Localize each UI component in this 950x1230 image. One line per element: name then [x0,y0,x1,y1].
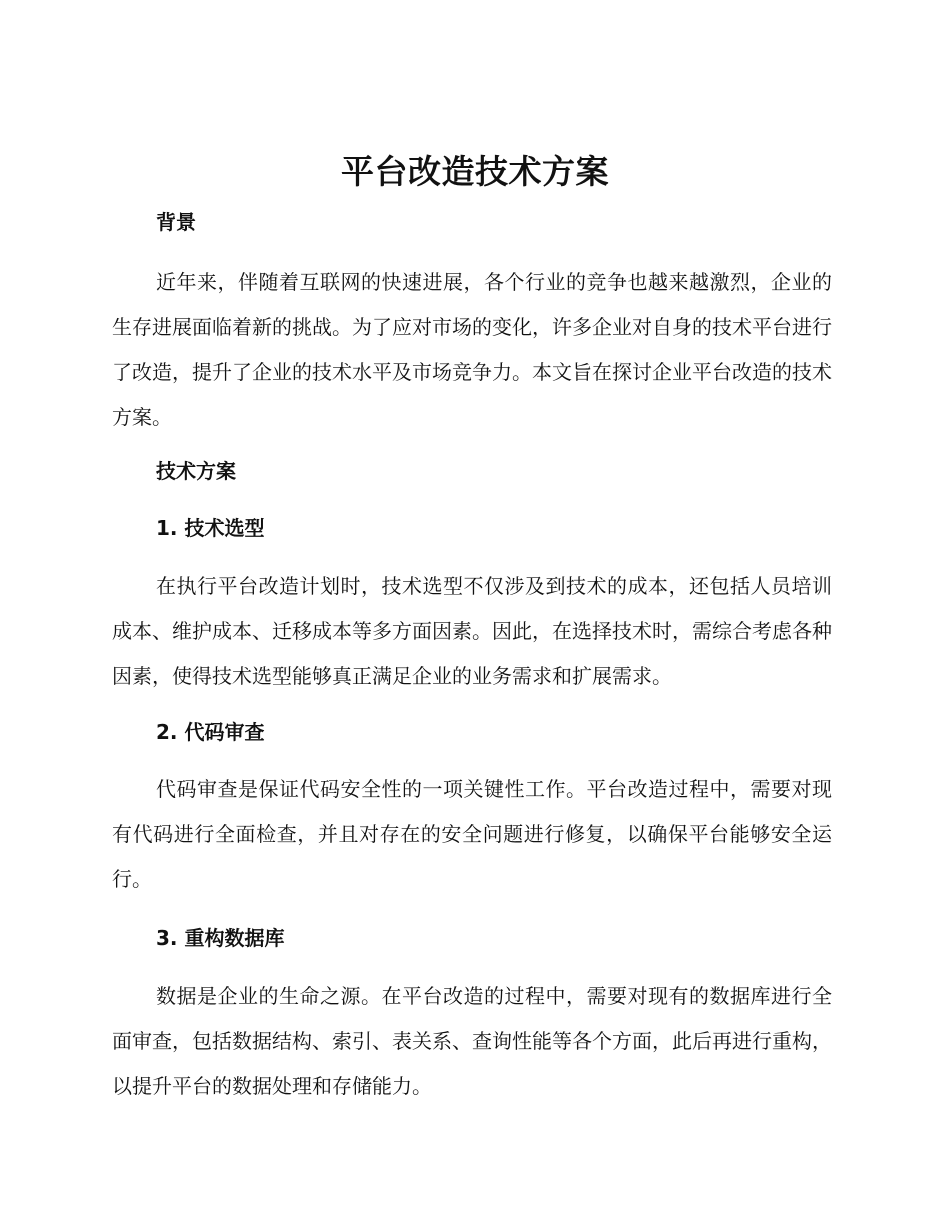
section-heading-tech-selection: 1. 技术选型 [156,516,265,540]
section-paragraph-background: 近年来，伴随着互联网的快速进展，各个行业的竞争也越来越激烈，企业的生存进展面临着新的挑战。为了应对市场的变化，许多企业对自身的技术平台进行了改造，提升了企业的技术水平及市场竞争力。本文旨在探讨企业平台改造的技术方案。 [112,270,832,429]
section-paragraph-database-refactor: 数据是企业的生命之源。在平台改造的过程中，需要对现有的数据库进行全面审查，包括数据结构、索引、表关系、查询性能等各个方面，此后再进行重构，以提升平台的数据处理和存储能力。 [112,984,832,1098]
section-heading-background: 背景 [156,210,196,234]
section-paragraph-tech-selection: 在执行平台改造计划时，技术选型不仅涉及到技术的成本，还包括人员培训成本、维护成本、迁移成本等多方面因素。因此，在选择技术时，需综合考虑各种因素，使得技术选型能够真正满足企业的业务需求和扩展需求。 [112,574,832,688]
section-heading-technical-plan: 技术方案 [156,459,236,483]
document-title: 平台改造技术方案 [341,152,609,191]
section-paragraph-code-review: 代码审查是保证代码安全性的一项关键性工作。平台改造过程中，需要对现有代码进行全面检查，并且对存在的安全问题进行修复，以确保平台能够安全运行。 [112,777,832,891]
section-heading-code-review: 2. 代码审查 [156,720,265,744]
section-heading-database-refactor: 3. 重构数据库 [156,926,285,950]
